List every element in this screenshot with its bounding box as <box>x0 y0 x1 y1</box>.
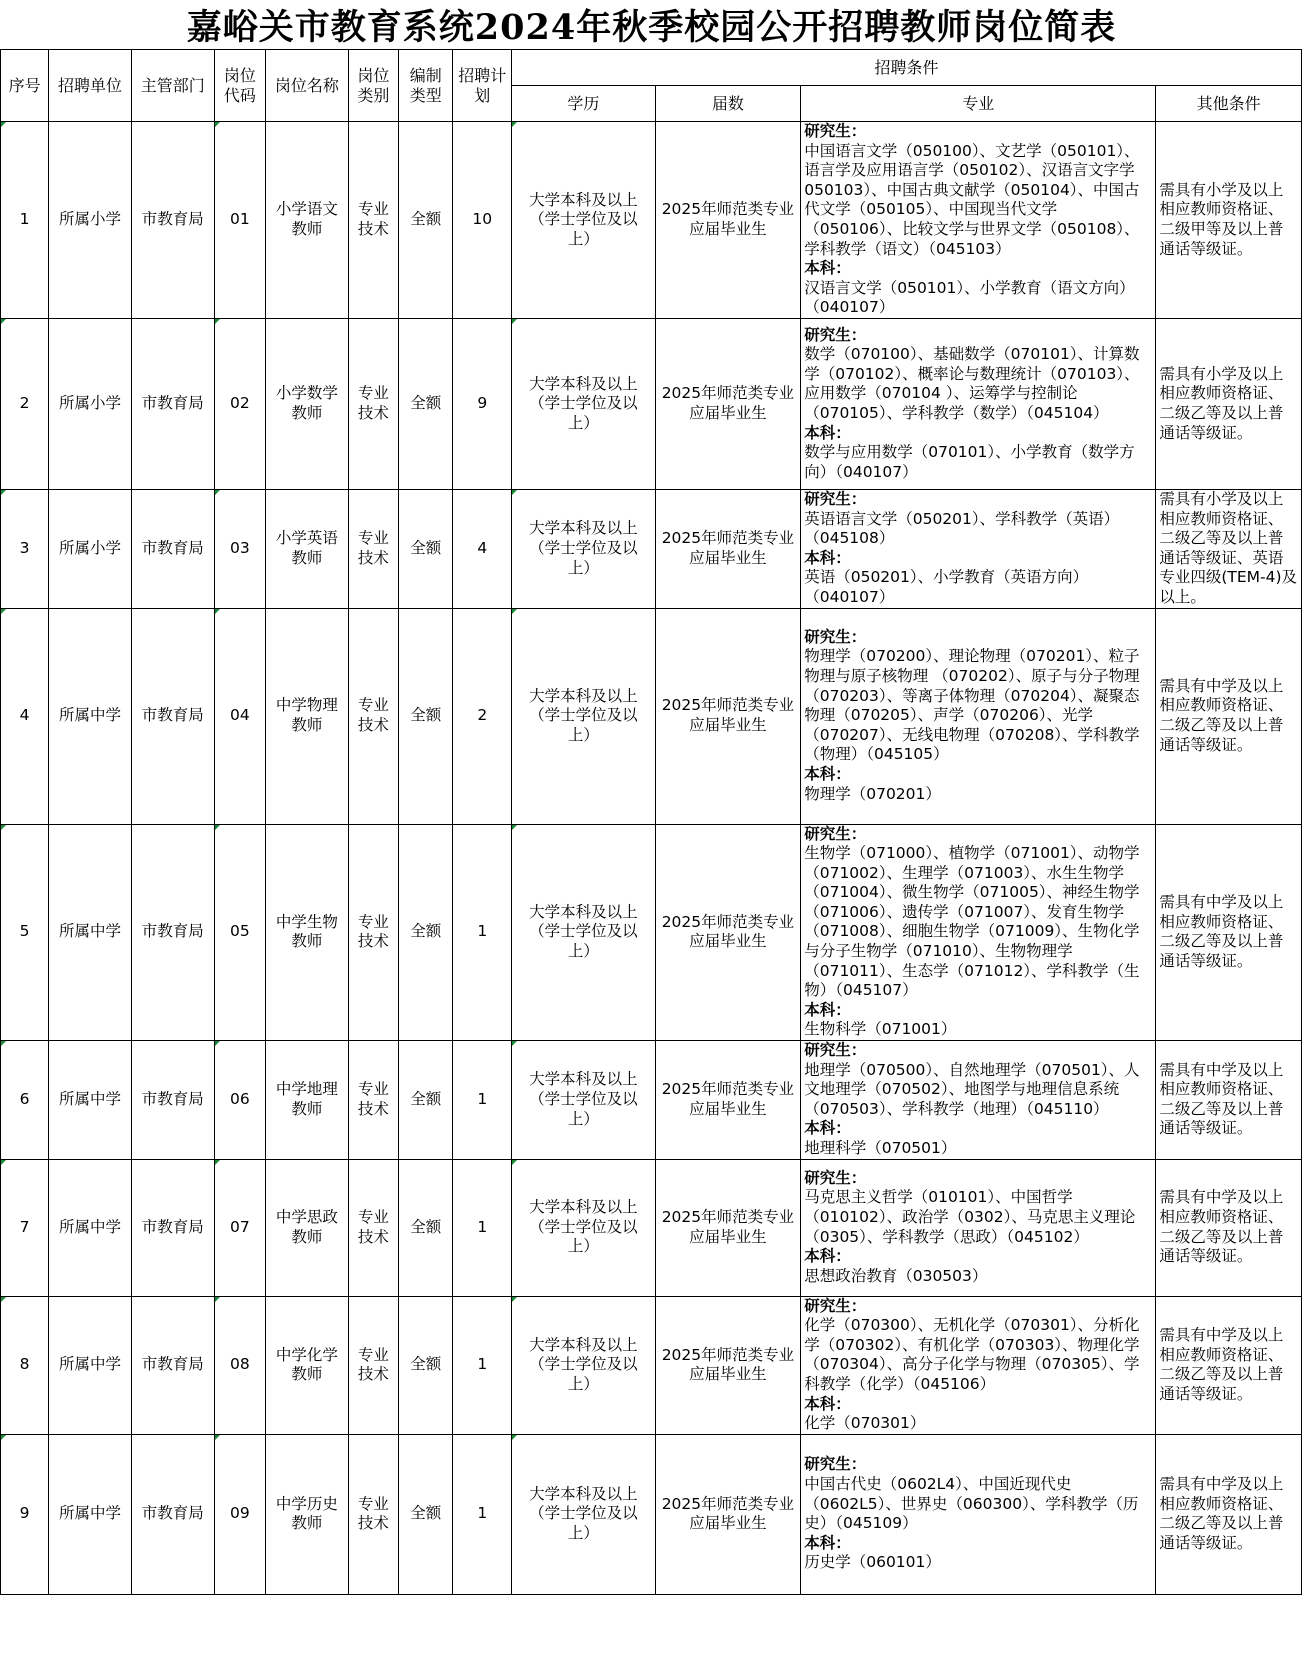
header-conditions: 招聘条件 <box>512 50 1302 86</box>
undergrad-majors: 化学（070301） <box>804 1414 926 1433</box>
cell-other: 需具有小学及以上相应教师资格证、二级甲等及以上普通话等级证。 <box>1156 122 1302 319</box>
cell-seq: 8 <box>1 1296 49 1434</box>
cell-plan: 2 <box>453 608 512 824</box>
cell-plan: 1 <box>453 1159 512 1296</box>
undergrad-label: 本科： <box>804 764 851 783</box>
cell-category: 专业技术 <box>348 122 398 319</box>
cell-unit: 所属中学 <box>49 1159 132 1296</box>
cell-dept: 市教育局 <box>131 1159 214 1296</box>
grad-label: 研究生： <box>804 824 867 843</box>
cell-cohort: 2025年师范类专业应届毕业生 <box>655 1041 801 1160</box>
cell-education: 大学本科及以上（学士学位及以上） <box>512 824 656 1041</box>
grad-label: 研究生： <box>804 1168 867 1187</box>
table-row <box>1 1041 1302 1160</box>
header-category: 岗位类别 <box>348 50 398 122</box>
cell-unit: 所属中学 <box>49 1296 132 1434</box>
cell-seq: 9 <box>1 1434 49 1594</box>
table-header <box>1 50 1302 122</box>
cell-category: 专业技术 <box>348 824 398 1041</box>
cell-category: 专业技术 <box>348 608 398 824</box>
grad-majors: 物理学（070200）、理论物理（070201）、粒子物理与原子核物理 （070202）、原子与分子物理（070203）、等离子体物理（070204）、凝聚态物理（070205）、声学（070206）、光学 （070207）、无线电物理（070208）、学科教学（物理）（045105） <box>804 647 1140 764</box>
cell-unit: 所属中学 <box>49 1041 132 1160</box>
cell-seq: 3 <box>1 489 49 608</box>
cell-dept: 市教育局 <box>131 489 214 608</box>
grad-label: 研究生： <box>804 325 867 344</box>
cell-education: 大学本科及以上（学士学位及以上） <box>512 1434 656 1594</box>
cell-education: 大学本科及以上（学士学位及以上） <box>512 608 656 824</box>
cell-staffing: 全额 <box>399 318 453 489</box>
cell-education: 大学本科及以上（学士学位及以上） <box>512 1041 656 1160</box>
cell-major <box>801 489 1156 608</box>
cell-cohort: 2025年师范类专业应届毕业生 <box>655 1159 801 1296</box>
grad-label: 研究生： <box>804 1041 867 1060</box>
cell-category: 专业技术 <box>348 1041 398 1160</box>
cell-staffing: 全额 <box>399 824 453 1041</box>
cell-seq: 4 <box>1 608 49 824</box>
cell-category: 专业技术 <box>348 318 398 489</box>
cell-code: 04 <box>214 608 265 824</box>
header-unit: 招聘单位 <box>49 50 132 122</box>
header-name: 岗位名称 <box>265 50 348 122</box>
grad-label: 研究生： <box>804 1296 867 1315</box>
header-major: 专业 <box>801 86 1156 122</box>
cell-code: 01 <box>214 122 265 319</box>
undergrad-label: 本科： <box>804 1247 851 1266</box>
cell-education: 大学本科及以上（学士学位及以上） <box>512 489 656 608</box>
table-row <box>1 318 1302 489</box>
header-plan: 招聘计划 <box>453 50 512 122</box>
header-staffing: 编制类型 <box>399 50 453 122</box>
cell-name: 中学物理教师 <box>265 608 348 824</box>
cell-staffing: 全额 <box>399 489 453 608</box>
undergrad-label: 本科： <box>804 1533 851 1552</box>
grad-majors: 英语语言文学（050201）、学科教学（英语）（045108） <box>804 509 1120 548</box>
header-cohort: 届数 <box>655 86 801 122</box>
grad-label: 研究生： <box>804 489 867 508</box>
grad-majors: 地理学（070500）、自然地理学（070501）、人文地理学（070502）、地图学与地理信息系统（070503）、学科教学（地理）（045110） <box>804 1060 1140 1118</box>
undergrad-majors: 物理学（070201） <box>804 784 941 803</box>
cell-major <box>801 1159 1156 1296</box>
cell-education: 大学本科及以上（学士学位及以上） <box>512 1296 656 1434</box>
grad-label: 研究生： <box>804 1455 867 1474</box>
cell-plan: 1 <box>453 1041 512 1160</box>
cell-staffing: 全额 <box>399 1041 453 1160</box>
cell-cohort: 2025年师范类专业应届毕业生 <box>655 824 801 1041</box>
table-row <box>1 122 1302 319</box>
cell-dept: 市教育局 <box>131 318 214 489</box>
grad-majors: 数学（070100）、基础数学（070101）、计算数学（070102）、概率论与数理统计（070103）、应用数学（070104 ）、运筹学与控制论（070105）、学科教学（数学）（045104） <box>804 345 1140 422</box>
undergrad-label: 本科： <box>804 1000 851 1019</box>
undergrad-label: 本科： <box>804 423 851 442</box>
cell-seq: 1 <box>1 122 49 319</box>
cell-unit: 所属小学 <box>49 489 132 608</box>
cell-code: 03 <box>214 489 265 608</box>
page-title: 嘉峪关市教育系统2024年秋季校园公开招聘教师岗位简表 <box>186 6 1117 48</box>
header-seq: 序号 <box>1 50 49 122</box>
cell-cohort: 2025年师范类专业应届毕业生 <box>655 122 801 319</box>
cell-major <box>801 1296 1156 1434</box>
cell-code: 06 <box>214 1041 265 1160</box>
cell-major <box>801 608 1156 824</box>
undergrad-majors: 英语（050201）、小学教育（英语方向）（040107） <box>804 568 1089 606</box>
table-row <box>1 1296 1302 1434</box>
cell-unit: 所属小学 <box>49 318 132 489</box>
cell-cohort: 2025年师范类专业应届毕业生 <box>655 1434 801 1594</box>
cell-plan: 1 <box>453 1434 512 1594</box>
grad-label: 研究生： <box>804 627 867 646</box>
cell-cohort: 2025年师范类专业应届毕业生 <box>655 318 801 489</box>
cell-major <box>801 1041 1156 1160</box>
cell-name: 中学思政教师 <box>265 1159 348 1296</box>
table-row <box>1 824 1302 1041</box>
cell-code: 07 <box>214 1159 265 1296</box>
cell-cohort: 2025年师范类专业应届毕业生 <box>655 1296 801 1434</box>
grad-majors: 中国古代史（0602L4）、中国近现代史（0602L5）、世界史（060300）、学科教学（历史）（045109） <box>804 1475 1139 1533</box>
cell-major <box>801 318 1156 489</box>
undergrad-majors: 汉语言文学（050101）、小学教育（语文方向）（040107） <box>804 278 1135 317</box>
cell-code: 02 <box>214 318 265 489</box>
cell-dept: 市教育局 <box>131 122 214 319</box>
table-row <box>1 1159 1302 1296</box>
cell-dept: 市教育局 <box>131 608 214 824</box>
cell-major <box>801 122 1156 319</box>
cell-code: 09 <box>214 1434 265 1594</box>
undergrad-label: 本科： <box>804 1394 851 1413</box>
cell-category: 专业技术 <box>348 1434 398 1594</box>
cell-cohort: 2025年师范类专业应届毕业生 <box>655 489 801 608</box>
cell-major <box>801 1434 1156 1594</box>
cell-name: 中学生物教师 <box>265 824 348 1041</box>
cell-cohort: 2025年师范类专业应届毕业生 <box>655 608 801 824</box>
undergrad-majors: 思想政治教育（030503） <box>804 1266 988 1285</box>
cell-unit: 所属中学 <box>49 1434 132 1594</box>
cell-staffing: 全额 <box>399 122 453 319</box>
cell-category: 专业技术 <box>348 1159 398 1296</box>
header-other: 其他条件 <box>1156 86 1302 122</box>
undergrad-majors: 地理科学（070501） <box>804 1139 957 1157</box>
cell-name: 中学化学教师 <box>265 1296 348 1434</box>
grad-majors: 化学（070300）、无机化学（070301）、分析化学（070302）、有机化学（070303）、物理化学（070304）、高分子化学与物理（070305）、学科教学（化学）（045106） <box>804 1316 1140 1393</box>
undergrad-majors: 数学与应用数学（070101）、小学教育（数学方向）（040107） <box>804 443 1135 481</box>
cell-major <box>801 824 1156 1041</box>
grad-majors: 中国语言文学（050100）、文艺学（050101）、语言学及应用语言学（050102）、汉语言文字学050103）、中国古典文献学（050104）、中国古代文学（050105）、中国现当代文学（050106）、比较文学与世界文学（050108）、学科教学（语文）（045103） <box>804 141 1140 258</box>
cell-unit: 所属小学 <box>49 122 132 319</box>
cell-dept: 市教育局 <box>131 1434 214 1594</box>
cell-plan: 9 <box>453 318 512 489</box>
cell-staffing: 全额 <box>399 1296 453 1434</box>
undergrad-majors: 历史学（060101） <box>804 1553 941 1572</box>
cell-seq: 7 <box>1 1159 49 1296</box>
cell-seq: 6 <box>1 1041 49 1160</box>
cell-dept: 市教育局 <box>131 1041 214 1160</box>
grad-label: 研究生： <box>804 122 867 140</box>
undergrad-label: 本科： <box>804 1119 851 1138</box>
cell-plan: 4 <box>453 489 512 608</box>
undergrad-label: 本科： <box>804 548 851 567</box>
cell-code: 08 <box>214 1296 265 1434</box>
cell-dept: 市教育局 <box>131 824 214 1041</box>
cell-other: 需具有中学及以上相应教师资格证、二级乙等及以上普通话等级证。 <box>1156 1159 1302 1296</box>
cell-plan: 1 <box>453 1296 512 1434</box>
cell-name: 小学数学教师 <box>265 318 348 489</box>
cell-plan: 1 <box>453 824 512 1041</box>
cell-unit: 所属中学 <box>49 824 132 1041</box>
table-row <box>1 1434 1302 1594</box>
cell-staffing: 全额 <box>399 608 453 824</box>
table-row <box>1 489 1302 608</box>
cell-other: 需具有中学及以上相应教师资格证、二级乙等及以上普通话等级证。 <box>1156 1434 1302 1594</box>
table-body <box>1 122 1302 1595</box>
positions-table <box>0 49 1302 1595</box>
header-code: 岗位代码 <box>214 50 265 122</box>
cell-other: 需具有小学及以上相应教师资格证、二级乙等及以上普通话等级证。 <box>1156 318 1302 489</box>
table-row <box>1 608 1302 824</box>
cell-name: 小学语文教师 <box>265 122 348 319</box>
undergrad-majors: 生物科学（071001） <box>804 1020 957 1039</box>
header-education: 学历 <box>512 86 656 122</box>
cell-education: 大学本科及以上（学士学位及以上） <box>512 122 656 319</box>
cell-staffing: 全额 <box>399 1434 453 1594</box>
cell-other: 需具有小学及以上相应教师资格证、二级乙等及以上普通话等级证、英语专业四级(TEM-4)及以上。 <box>1156 489 1302 608</box>
header-dept: 主管部门 <box>131 50 214 122</box>
grad-majors: 生物学（071000）、植物学（071001）、动物学（071002）、生理学（071003）、水生生物学（071004）、微生物学（071005）、神经生物学（071006）、遗传学（071007）、发育生物学（071008）、细胞生物学（071009）、生物化学与分子生物学（071010）、生物物理学（071011）、生态学（071012）、学科教学（生物）（045107） <box>804 844 1140 1000</box>
cell-other: 需具有中学及以上相应教师资格证、二级乙等及以上普通话等级证。 <box>1156 824 1302 1041</box>
grad-majors: 马克思主义哲学（010101）、中国哲学（010102）、政治学（0302）、马克思主义理论（0305）、学科教学（思政）（045102） <box>804 1188 1136 1246</box>
cell-code: 05 <box>214 824 265 1041</box>
cell-education: 大学本科及以上（学士学位及以上） <box>512 1159 656 1296</box>
cell-category: 专业技术 <box>348 489 398 608</box>
cell-other: 需具有中学及以上相应教师资格证、二级乙等及以上普通话等级证。 <box>1156 1296 1302 1434</box>
cell-name: 中学地理教师 <box>265 1041 348 1160</box>
cell-other: 需具有中学及以上相应教师资格证、二级乙等及以上普通话等级证。 <box>1156 608 1302 824</box>
cell-other: 需具有中学及以上相应教师资格证、二级乙等及以上普通话等级证。 <box>1156 1041 1302 1160</box>
cell-education: 大学本科及以上（学士学位及以上） <box>512 318 656 489</box>
cell-dept: 市教育局 <box>131 1296 214 1434</box>
cell-plan: 10 <box>453 122 512 319</box>
undergrad-label: 本科： <box>804 259 851 278</box>
cell-unit: 所属中学 <box>49 608 132 824</box>
cell-seq: 5 <box>1 824 49 1041</box>
cell-name: 中学历史教师 <box>265 1434 348 1594</box>
cell-staffing: 全额 <box>399 1159 453 1296</box>
cell-name: 小学英语教师 <box>265 489 348 608</box>
cell-category: 专业技术 <box>348 1296 398 1434</box>
cell-seq: 2 <box>1 318 49 489</box>
